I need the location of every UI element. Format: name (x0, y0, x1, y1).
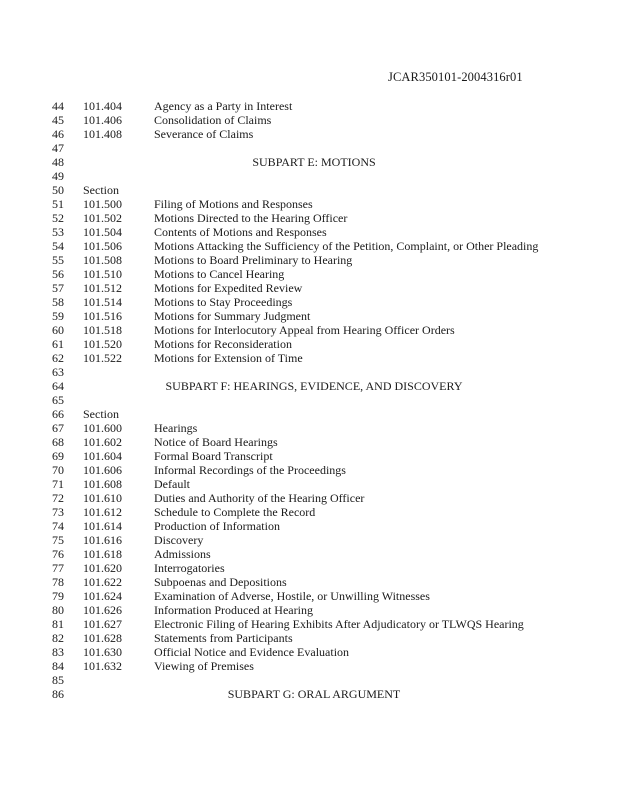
section-number: 101.518 (83, 323, 122, 337)
section-number: 101.624 (83, 589, 122, 603)
section-title: Motions Directed to the Hearing Officer (154, 211, 348, 225)
document-line (0, 309, 618, 323)
line-number: 45 (52, 113, 64, 127)
section-title: Notice of Board Hearings (154, 435, 278, 449)
document-line (0, 463, 618, 477)
line-number: 79 (52, 589, 64, 603)
document-line (0, 169, 618, 183)
line-number: 81 (52, 617, 64, 631)
document-line (0, 365, 618, 379)
section-number: 101.610 (83, 491, 122, 505)
subpart-heading: SUBPART G: ORAL ARGUMENT (227, 687, 401, 701)
document-line (0, 295, 618, 309)
section-title: Admissions (154, 547, 211, 561)
line-number: 78 (52, 575, 64, 589)
section-title: Motions to Board Preliminary to Hearing (154, 253, 353, 267)
line-number: 74 (52, 519, 64, 533)
document-line (0, 659, 618, 673)
document-line (0, 477, 618, 491)
section-number: 101.506 (83, 239, 122, 253)
document-line (0, 393, 618, 407)
section-number: 101.612 (83, 505, 122, 519)
section-number: 101.508 (83, 253, 122, 267)
line-number: 85 (52, 673, 64, 687)
section-title: Filing of Motions and Responses (154, 197, 313, 211)
section-number: 101.406 (83, 113, 122, 127)
section-title: Statements from Participants (154, 631, 293, 645)
section-title: Interrogatories (154, 561, 225, 575)
line-number: 83 (52, 645, 64, 659)
line-number: 57 (52, 281, 64, 295)
section-title: Motions for Extension of Time (154, 351, 303, 365)
document-line (0, 267, 618, 281)
section-number: 101.408 (83, 127, 122, 141)
line-number: 52 (52, 211, 64, 225)
document-line (0, 323, 618, 337)
section-number: 101.608 (83, 477, 122, 491)
document-line (0, 421, 618, 435)
line-number: 53 (52, 225, 64, 239)
section-title: Severance of Claims (154, 127, 254, 141)
section-number: 101.622 (83, 575, 122, 589)
section-title: Hearings (154, 421, 198, 435)
section-number: 101.606 (83, 463, 122, 477)
subpart-heading-line (0, 379, 618, 393)
subpart-heading-line (0, 155, 618, 169)
line-number: 59 (52, 309, 64, 323)
section-title: Motions to Stay Proceedings (154, 295, 293, 309)
document-line (0, 225, 618, 239)
line-number: 71 (52, 477, 64, 491)
document-line (0, 211, 618, 225)
section-number: 101.620 (83, 561, 122, 575)
line-number: 48 (52, 155, 64, 169)
document-id: JCAR350101-2004316r01 (388, 70, 523, 84)
line-number: 70 (52, 463, 64, 477)
document-line (0, 113, 618, 127)
section-column-label: Section (83, 183, 119, 197)
section-title: Motions to Cancel Hearing (154, 267, 285, 281)
line-number: 54 (52, 239, 64, 253)
document-line (0, 505, 618, 519)
line-number: 65 (52, 393, 64, 407)
section-number: 101.510 (83, 267, 122, 281)
section-number: 101.512 (83, 281, 122, 295)
section-number: 101.628 (83, 631, 122, 645)
line-number: 55 (52, 253, 64, 267)
section-title: Schedule to Complete the Record (154, 505, 316, 519)
section-number: 101.630 (83, 645, 122, 659)
document-line (0, 183, 618, 197)
document-line (0, 337, 618, 351)
section-number: 101.504 (83, 225, 122, 239)
document-line (0, 603, 618, 617)
document-line (0, 589, 618, 603)
line-number: 47 (52, 141, 64, 155)
section-title: Production of Information (154, 519, 280, 533)
line-number: 56 (52, 267, 64, 281)
line-number: 60 (52, 323, 64, 337)
line-number: 64 (52, 379, 64, 393)
document-line (0, 673, 618, 687)
line-number: 44 (52, 99, 64, 113)
line-number: 82 (52, 631, 64, 645)
document-line (0, 197, 618, 211)
section-number: 101.618 (83, 547, 122, 561)
document-line (0, 617, 618, 631)
section-number: 101.404 (83, 99, 122, 113)
section-number: 101.520 (83, 337, 122, 351)
line-number: 68 (52, 435, 64, 449)
section-title: Agency as a Party in Interest (154, 99, 293, 113)
line-number: 63 (52, 365, 64, 379)
section-number: 101.627 (83, 617, 122, 631)
section-number: 101.502 (83, 211, 122, 225)
section-title: Subpoenas and Depositions (154, 575, 287, 589)
document-line (0, 239, 618, 253)
document-line (0, 253, 618, 267)
section-number: 101.632 (83, 659, 122, 673)
subpart-heading: SUBPART E: MOTIONS (252, 155, 376, 169)
line-number: 51 (52, 197, 64, 211)
line-number: 67 (52, 421, 64, 435)
line-number: 46 (52, 127, 64, 141)
section-title: Motions for Expedited Review (154, 281, 303, 295)
line-number: 49 (52, 169, 64, 183)
line-number: 72 (52, 491, 64, 505)
section-title: Viewing of Premises (154, 659, 254, 673)
line-number: 50 (52, 183, 64, 197)
section-title: Motions Attacking the Sufficiency of the Petition, Complaint, or Other Pleading (154, 239, 539, 253)
document-line (0, 547, 618, 561)
document-line (0, 281, 618, 295)
section-column-label: Section (83, 407, 119, 421)
section-number: 101.616 (83, 533, 122, 547)
document-line (0, 407, 618, 421)
section-number: 101.500 (83, 197, 122, 211)
document-line (0, 533, 618, 547)
line-number: 84 (52, 659, 64, 673)
line-number: 76 (52, 547, 64, 561)
document-line (0, 519, 618, 533)
section-title: Motions for Reconsideration (154, 337, 292, 351)
section-title: Official Notice and Evidence Evaluation (154, 645, 350, 659)
document-line (0, 351, 618, 365)
line-number: 66 (52, 407, 64, 421)
section-number: 101.516 (83, 309, 122, 323)
section-title: Contents of Motions and Responses (154, 225, 327, 239)
section-title: Motions for Interlocutory Appeal from Hearing Officer Orders (154, 323, 455, 337)
document-line (0, 645, 618, 659)
line-number: 61 (52, 337, 64, 351)
section-number: 101.600 (83, 421, 122, 435)
section-number: 101.614 (83, 519, 122, 533)
document-line (0, 141, 618, 155)
section-number: 101.602 (83, 435, 122, 449)
section-number: 101.522 (83, 351, 122, 365)
document-body (0, 99, 618, 701)
line-number: 80 (52, 603, 64, 617)
section-title: Default (154, 477, 190, 491)
section-title: Information Produced at Hearing (154, 603, 313, 617)
document-line (0, 575, 618, 589)
section-title: Duties and Authority of the Hearing Officer (154, 491, 365, 505)
section-title: Examination of Adverse, Hostile, or Unwilling Witnesses (154, 589, 430, 603)
subpart-heading: SUBPART F: HEARINGS, EVIDENCE, AND DISCOVERY (165, 379, 463, 393)
section-title: Consolidation of Claims (154, 113, 272, 127)
section-title: Electronic Filing of Hearing Exhibits After Adjudicatory or TLWQS Hearing (154, 617, 524, 631)
document-line (0, 631, 618, 645)
document-line (0, 449, 618, 463)
section-number: 101.514 (83, 295, 122, 309)
section-title: Motions for Summary Judgment (154, 309, 311, 323)
line-number: 69 (52, 449, 64, 463)
line-number: 58 (52, 295, 64, 309)
subpart-heading-line (0, 687, 618, 701)
line-number: 77 (52, 561, 64, 575)
line-number: 73 (52, 505, 64, 519)
section-number: 101.604 (83, 449, 122, 463)
section-title: Informal Recordings of the Proceedings (154, 463, 346, 477)
section-title: Discovery (154, 533, 204, 547)
document-line (0, 435, 618, 449)
document-line (0, 491, 618, 505)
section-title: Formal Board Transcript (154, 449, 273, 463)
document-line (0, 99, 618, 113)
line-number: 86 (52, 687, 64, 701)
document-line (0, 561, 618, 575)
document-line (0, 127, 618, 141)
section-number: 101.626 (83, 603, 122, 617)
line-number: 75 (52, 533, 64, 547)
line-number: 62 (52, 351, 64, 365)
